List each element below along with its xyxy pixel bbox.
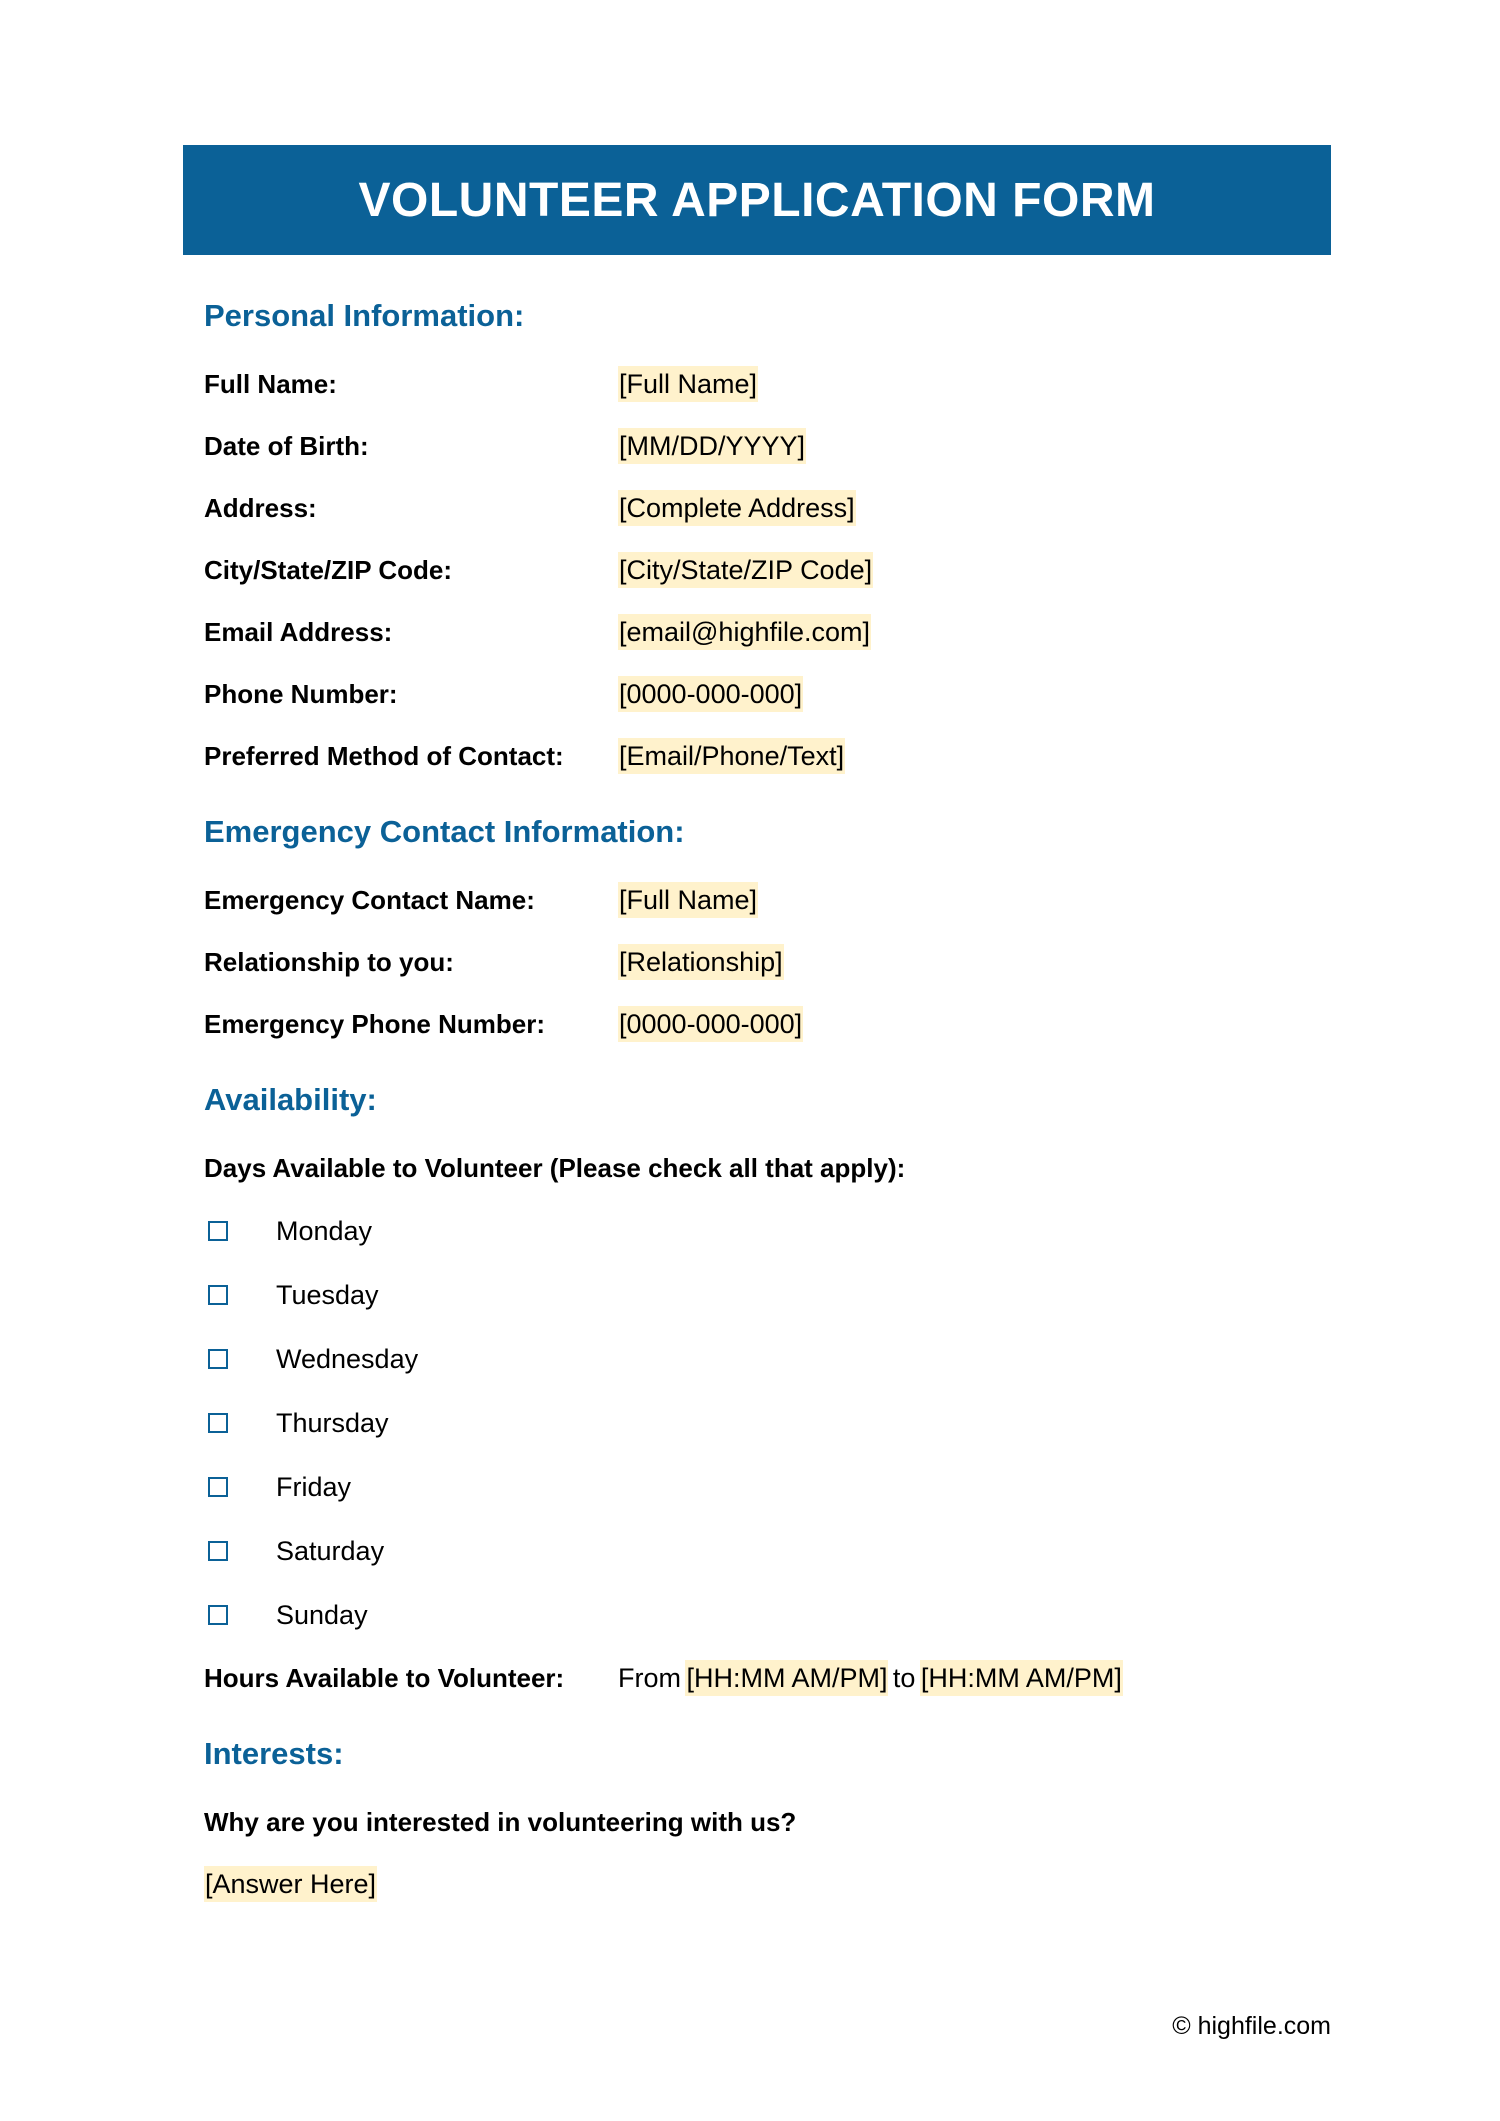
emergency-contact-heading: Emergency Contact Information: (204, 814, 685, 849)
day-item-thursday[interactable] (204, 1391, 1331, 1455)
phone-label: Phone Number: (204, 678, 398, 709)
emergency-name-row (204, 869, 1331, 931)
full-name-label: Full Name: (204, 368, 337, 399)
interests-heading: Interests: (204, 1736, 344, 1771)
date-of-birth-field[interactable]: [MM/DD/YYYY] (618, 428, 806, 464)
date-of-birth-label: Date of Birth: (204, 430, 369, 461)
emergency-phone-field[interactable]: [0000-000-000] (618, 1006, 803, 1042)
emergency-phone-row (204, 993, 1331, 1055)
address-field[interactable]: [Complete Address] (618, 490, 856, 526)
checkbox-monday[interactable] (208, 1221, 228, 1241)
day-label-monday: Monday (276, 1215, 373, 1246)
hours-from-text: From (618, 1663, 681, 1693)
hours-from-field[interactable]: [HH:MM AM/PM] (685, 1660, 888, 1696)
footer-copyright: © highfile.com (1172, 2012, 1331, 2040)
day-item-friday[interactable] (204, 1455, 1331, 1519)
interests-answer-field[interactable]: [Answer Here] (204, 1866, 377, 1902)
checkbox-sunday[interactable] (208, 1605, 228, 1625)
day-label-wednesday: Wednesday (276, 1343, 419, 1374)
days-checklist (204, 1199, 1331, 1647)
day-label-saturday: Saturday (276, 1535, 385, 1566)
hours-to-field[interactable]: [HH:MM AM/PM] (920, 1660, 1123, 1696)
day-item-saturday[interactable] (204, 1519, 1331, 1583)
email-field[interactable]: [email@highfile.com] (618, 614, 871, 650)
day-label-sunday: Sunday (276, 1599, 368, 1630)
day-item-sunday[interactable] (204, 1583, 1331, 1647)
phone-row (204, 663, 1331, 725)
day-item-tuesday[interactable] (204, 1263, 1331, 1327)
emergency-phone-label: Emergency Phone Number: (204, 1008, 545, 1039)
personal-info-heading: Personal Information: (204, 298, 525, 333)
checkbox-friday[interactable] (208, 1477, 228, 1497)
checkbox-thursday[interactable] (208, 1413, 228, 1433)
day-label-friday: Friday (276, 1471, 352, 1502)
checkbox-saturday[interactable] (208, 1541, 228, 1561)
availability-heading: Availability: (204, 1082, 377, 1117)
date-of-birth-row (204, 415, 1331, 477)
title-banner (183, 145, 1331, 255)
email-row (204, 601, 1331, 663)
address-row (204, 477, 1331, 539)
preferred-contact-field[interactable]: [Email/Phone/Text] (618, 738, 845, 774)
hours-label: Hours Available to Volunteer: (204, 1662, 565, 1693)
email-label: Email Address: (204, 616, 393, 647)
checkbox-wednesday[interactable] (208, 1349, 228, 1369)
interests-question: Why are you interested in volunteering with us? (204, 1807, 797, 1837)
interests-answer-row (204, 1853, 1331, 1915)
address-label: Address: (204, 492, 317, 523)
day-item-monday[interactable] (204, 1199, 1331, 1263)
day-label-thursday: Thursday (276, 1407, 389, 1438)
phone-field[interactable]: [0000-000-000] (618, 676, 803, 712)
hours-to-text: to (892, 1663, 916, 1693)
full-name-field[interactable]: [Full Name] (618, 366, 758, 402)
day-label-tuesday: Tuesday (276, 1279, 379, 1310)
relationship-field[interactable]: [Relationship] (618, 944, 784, 980)
hours-row (204, 1647, 1331, 1709)
city-state-zip-field[interactable]: [City/State/ZIP Code] (618, 552, 873, 588)
emergency-name-label: Emergency Contact Name: (204, 884, 535, 915)
form-content (204, 295, 1331, 1915)
city-state-zip-row (204, 539, 1331, 601)
emergency-name-field[interactable]: [Full Name] (618, 882, 758, 918)
checkbox-tuesday[interactable] (208, 1285, 228, 1305)
full-name-row (204, 353, 1331, 415)
page-title: VOLUNTEER APPLICATION FORM (358, 173, 1156, 227)
city-state-zip-label: City/State/ZIP Code: (204, 554, 453, 585)
relationship-label: Relationship to you: (204, 946, 454, 977)
relationship-row (204, 931, 1331, 993)
preferred-contact-label: Preferred Method of Contact: (204, 740, 564, 771)
days-question: Days Available to Volunteer (Please check all that apply): (204, 1153, 906, 1183)
day-item-wednesday[interactable] (204, 1327, 1331, 1391)
preferred-contact-row (204, 725, 1331, 787)
